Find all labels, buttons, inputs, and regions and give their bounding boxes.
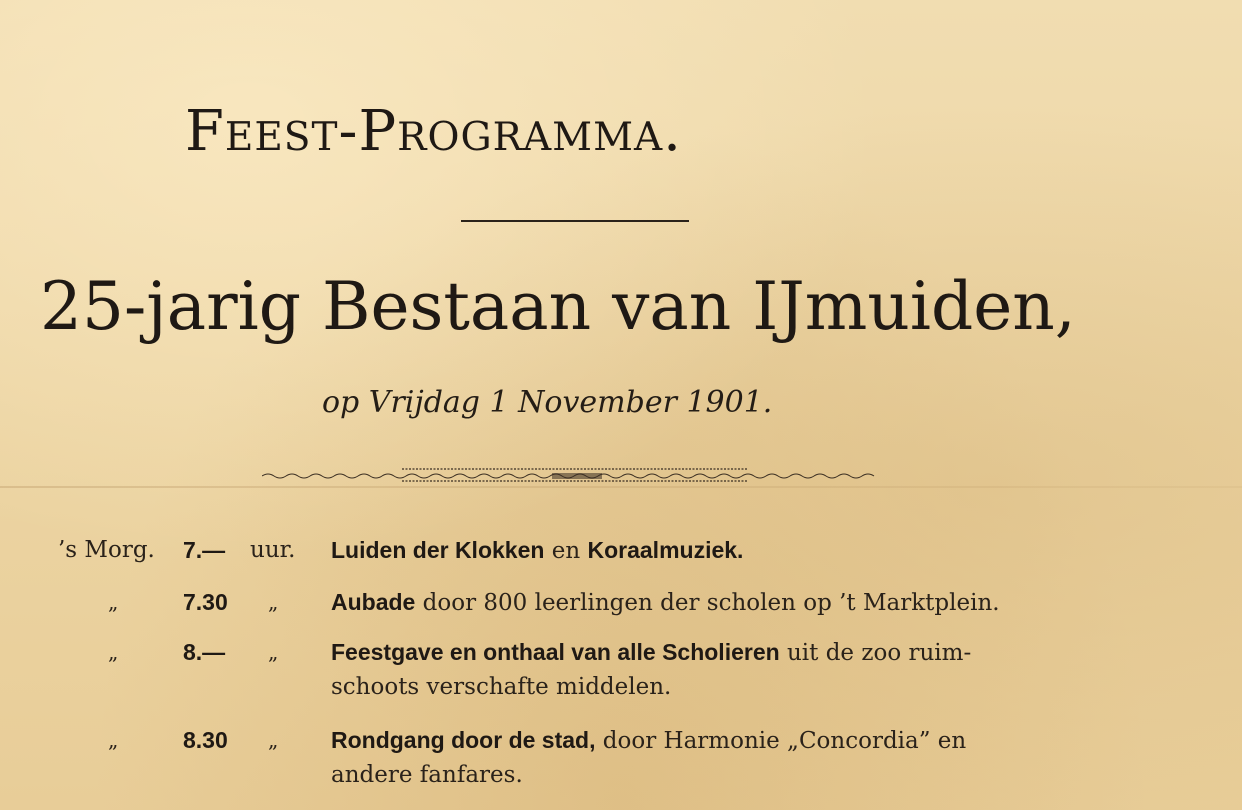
program-description xyxy=(331,720,966,761)
program-when: „ xyxy=(108,640,119,664)
program-description-text: uit de zoo ruim- xyxy=(779,640,972,666)
program-unit: uur. xyxy=(250,537,296,563)
program-time: 8.30 xyxy=(183,727,228,753)
program-description-continuation: andere fanfares. xyxy=(331,762,523,788)
title-divider xyxy=(461,220,689,222)
program-item xyxy=(0,582,1242,622)
program-description-bold: Aubade xyxy=(331,589,416,615)
program-description xyxy=(331,530,743,571)
program-description-text: en xyxy=(544,538,588,564)
program-description-text: door 800 leerlingen der scholen op ’t Marktplein. xyxy=(415,590,1000,616)
document-title: Feest-Programma. xyxy=(185,99,682,164)
program-unit: „ xyxy=(268,728,279,752)
program-description-bold: Luiden der Klokken xyxy=(331,537,545,563)
program-description-bold: Rondgang door de stad, xyxy=(331,727,596,753)
document-subtitle: 25-jarig Bestaan van IJmuiden, xyxy=(40,268,1076,345)
program-description xyxy=(331,582,1000,623)
program-item xyxy=(0,632,1242,700)
program-unit: „ xyxy=(268,590,279,614)
program-time: 7.— xyxy=(183,537,226,563)
program-unit: „ xyxy=(268,640,279,664)
program-when: „ xyxy=(108,728,119,752)
program-list xyxy=(0,530,1242,788)
program-description-continuation: schoots verschafte middelen. xyxy=(331,674,672,700)
program-when: „ xyxy=(108,590,119,614)
program-item xyxy=(0,530,1242,570)
program-item xyxy=(0,720,1242,788)
program-description-bold: Feestgave en onthaal van alle Scholieren xyxy=(331,639,780,665)
document-date: op Vrijdag 1 November 1901. xyxy=(322,385,773,420)
paper-fold-line xyxy=(0,486,1242,488)
program-description-text: door Harmonie „Concordia” en xyxy=(595,728,967,754)
ornamental-divider xyxy=(262,464,882,486)
program-when: ’s Morg. xyxy=(58,537,155,563)
program-description xyxy=(331,632,971,673)
program-description-bold: Koraalmuziek. xyxy=(587,537,744,563)
program-time: 8.— xyxy=(183,639,226,665)
program-time: 7.30 xyxy=(183,589,228,615)
